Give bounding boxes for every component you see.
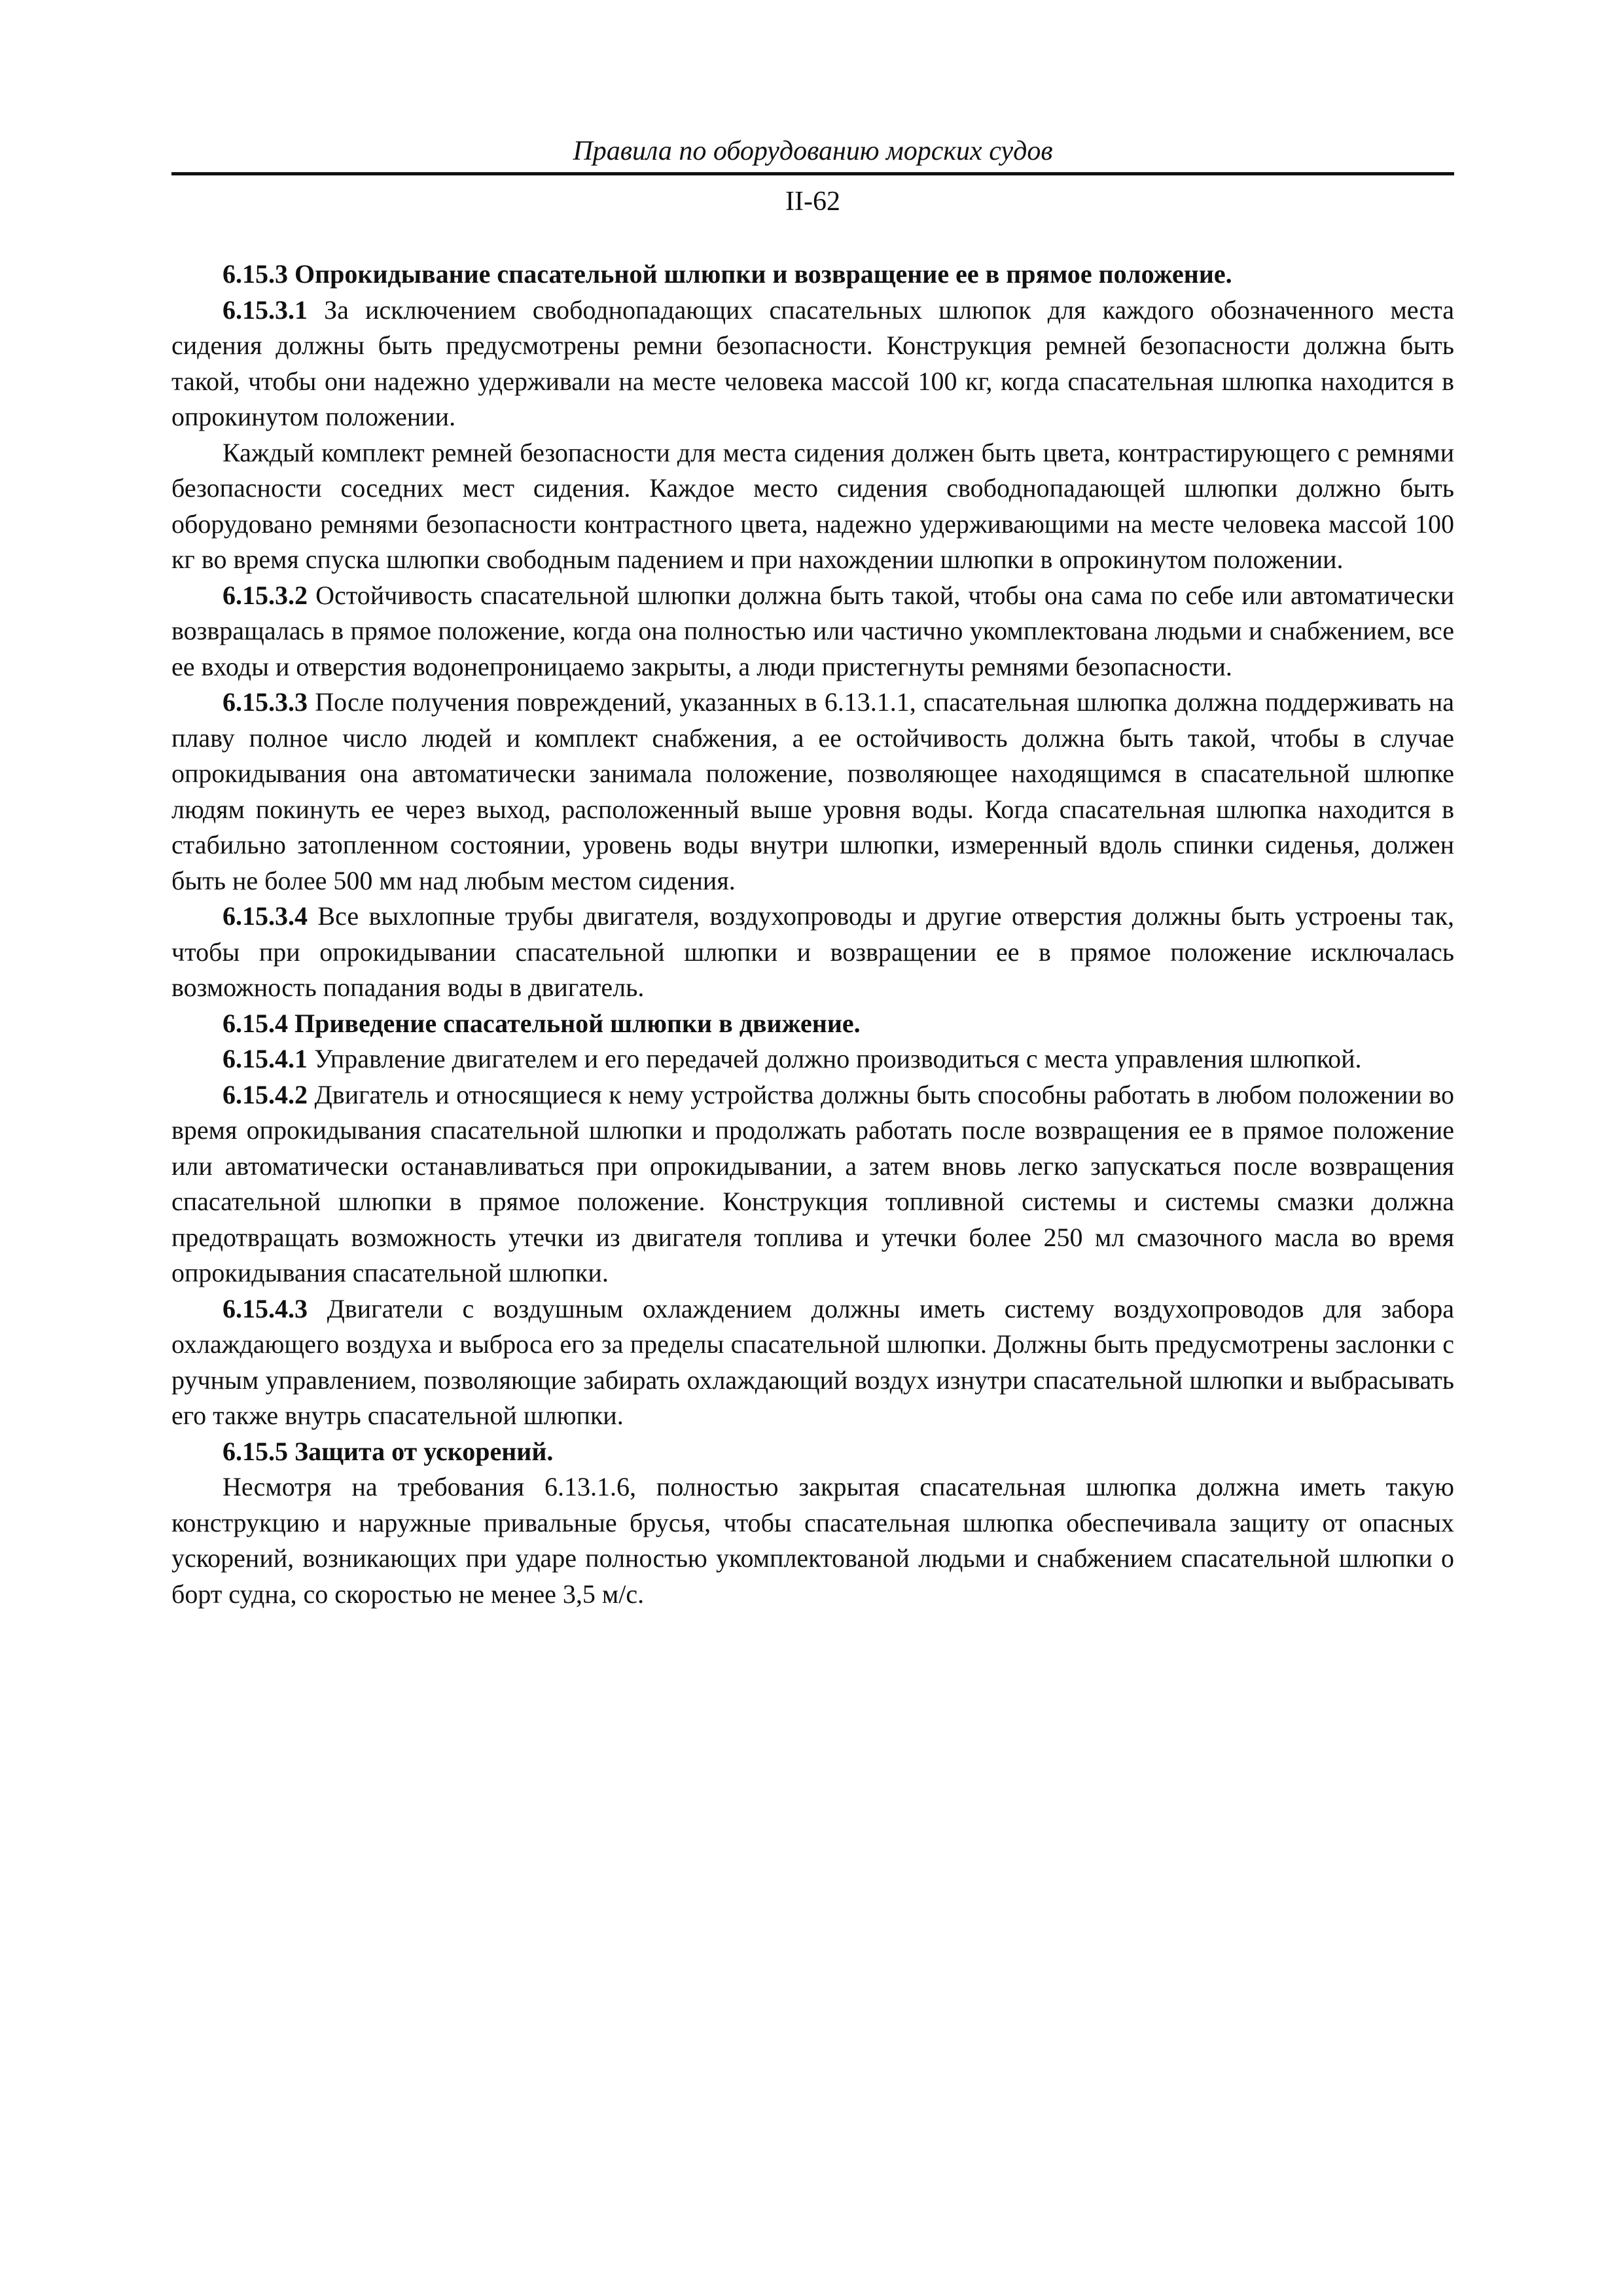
- section-heading: [171, 1006, 1454, 1042]
- clause-number: 6.15.3.4: [223, 901, 308, 931]
- paragraph: [171, 293, 1454, 435]
- section-number: 6.15.5: [223, 1436, 288, 1466]
- paragraph-text: После получения повреждений, указанных в 6.13.1.1, спасательная шлюпка должна поддерживать на плаву полное число людей и комплект снабжения, а ее остойчивость должна быть такой, чтобы в случае опрокидывания она автоматически занимала положение, позволяющее находящимся в спасательной шлюпке людям покинуть ее через выход, расположенный выше уровня воды. Когда спасательная шлюпка находится в стабильно затопленном состоянии, уровень воды внутри шлюпки, измеренный вдоль спинки сиденья, должен быть не более 500 мм над любым местом сидения.: [171, 687, 1455, 895]
- section-title: Защита от ускорений.: [294, 1436, 554, 1466]
- paragraph: [171, 899, 1454, 1006]
- page-number: II-62: [785, 187, 840, 217]
- clause-number: 6.15.4.2: [223, 1079, 308, 1109]
- section-number: 6.15.4: [223, 1008, 288, 1038]
- paragraph-text: За исключением свободнопадающих спасательных шлюпок для каждого обозначенного места сидения должны быть предусмотрены ремни безопасности. Конструкция ремней безопасности должна быть такой, чтобы они надежно удерживали на месте человека массой 100 кг, когда спасательная шлюпка находится в опрокинутом положении.: [171, 295, 1455, 431]
- paragraph: [171, 1041, 1454, 1077]
- paragraph: [171, 1291, 1454, 1434]
- clause-number: 6.15.3.2: [223, 580, 308, 610]
- section-title: Приведение спасательной шлюпки в движение.: [294, 1008, 861, 1038]
- paragraph: [171, 685, 1454, 899]
- paragraph-text: Двигатели с воздушным охлаждением должны иметь систему воздухопроводов для забора охлаждающего воздуха и выброса его за пределы спасательной шлюпки. Должны быть предусмотрены заслонки с ручным управлением, позволяющие забирать охлаждающий воздух изнутри спасательной шлюпки и выбрасывать его также внутрь спасательной шлюпки.: [171, 1293, 1455, 1430]
- document-body: [171, 257, 1454, 1612]
- paragraph-text: Двигатель и относящиеся к нему устройства должны быть способны работать в любом положении во время опрокидывания спасательной шлюпки и продолжать работать после возвращения ее в прямое положение или автоматически останавливаться при опрокидывании, а затем вновь легко запускаться после возвращения спасательной шлюпки в прямое положение. Конструкция топливной системы и системы смазки должна предотвращать возможность утечки из двигателя топлива и утечки более 250 мл смазочного масла во время опрокидывания спасательной шлюпки.: [171, 1079, 1455, 1287]
- section-heading: [171, 257, 1454, 293]
- clause-number: 6.15.3.1: [223, 295, 308, 325]
- paragraph-text: Несмотря на требования 6.13.1.6, полностью закрытая спасательная шлюпка должна иметь такую конструкцию и наружные привальные брусья, чтобы спасательная шлюпка обеспечивала защиту от опасных ускорений, возникающих при ударе полностью укомплектованой людьми и снабжением спасательной шлюпки о борт судна, со скоростью не менее 3,5 м/с.: [171, 1472, 1454, 1609]
- clause-number: 6.15.4.1: [223, 1044, 308, 1073]
- paragraph-text: Управление двигателем и его передачей должно производиться с места управления шлюпкой.: [314, 1044, 1362, 1073]
- paragraph-text: Каждый комплект ремней безопасности для места сидения должен быть цвета, контрастирующего с ремнями безопасности соседних мест сидения. Каждое место сидения свободнопадающей шлюпки должно быть оборудовано ремнями безопасности контрастного цвета, надежно удерживающими на месте человека массой 100 кг во время спуска шлюпки свободным падением и при нахождении шлюпки в опрокинутом положении.: [171, 437, 1454, 574]
- section-title: Опрокидывание спасательной шлюпки и возвращение ее в прямое положение.: [294, 259, 1232, 289]
- running-header-title: Правила по оборудованию морских судов: [171, 134, 1454, 175]
- document-page: [171, 134, 1454, 1612]
- paragraph-text: Все выхлопные трубы двигателя, воздухопроводы и другие отверстия должны быть устроены так, чтобы при опрокидывании спасательной шлюпки и возвращении ее в прямое положение исключалась возможность попадания воды в двигатель.: [171, 901, 1454, 1002]
- section-heading: [171, 1434, 1454, 1470]
- paragraph-text: Остойчивость спасательной шлюпки должна быть такой, чтобы она сама по себе или автоматически возвращалась в прямое положение, когда она полностью или частично укомплектована людьми и снабжением, все ее входы и отверстия водонепроницаемо закрыты, а люди пристегнуты ремнями безопасности.: [171, 580, 1454, 681]
- section-number: 6.15.3: [223, 259, 288, 289]
- paragraph: [171, 578, 1454, 685]
- paragraph: [171, 435, 1454, 578]
- clause-number: 6.15.4.3: [223, 1293, 308, 1323]
- clause-number: 6.15.3.3: [223, 687, 308, 717]
- paragraph: [171, 1077, 1454, 1291]
- paragraph: [171, 1469, 1454, 1612]
